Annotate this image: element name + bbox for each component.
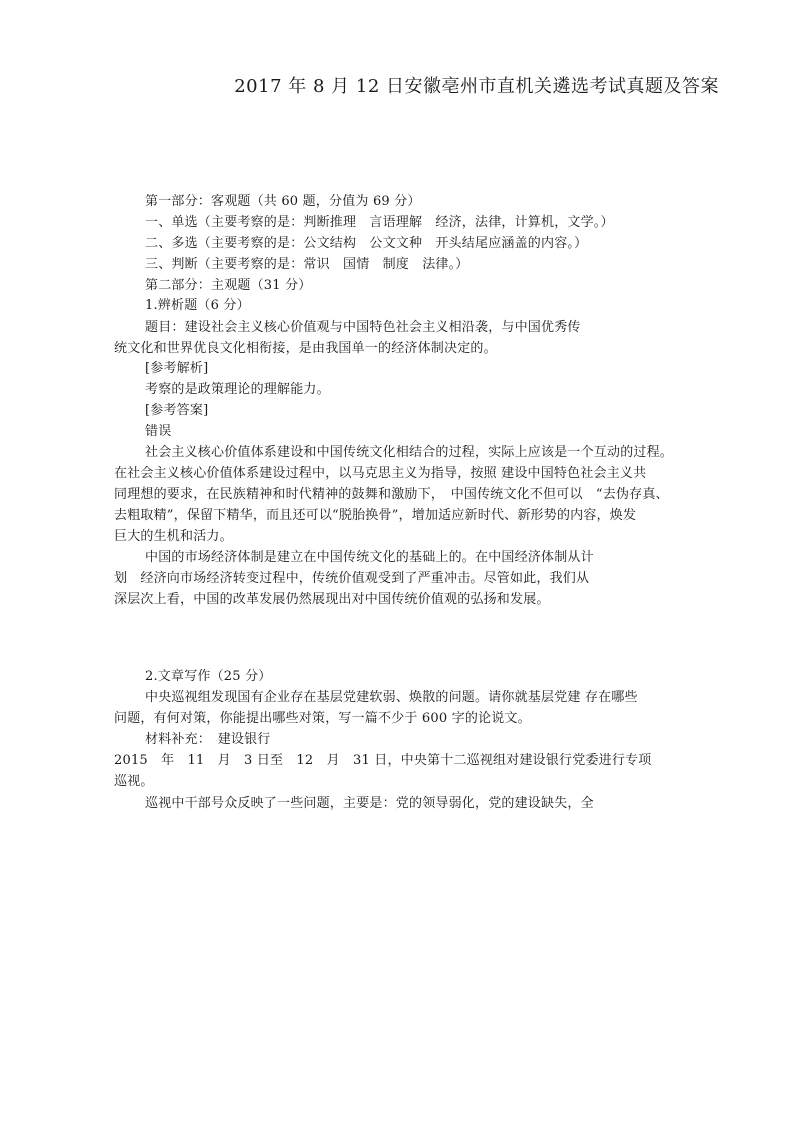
question-2-prompt: 中央巡视组发现国有企业存在基层党建软弱、焕散的问题。请你就基层党建 存在哪些 <box>145 690 638 705</box>
answer-paragraph-1: 社会主义核心价值体系建设和中国传统文化相结合的过程，实际上应该是一个互动的过程。 <box>145 445 674 460</box>
answer-verdict: 错误 <box>145 424 172 439</box>
question-1-prompt: 题目：建设社会主义核心价值观与中国特色社会主义相沿袭，与中国优秀传 <box>145 320 581 335</box>
answer-paragraph-2: 深层次上看，中国的改革发展仍然展现出对中国传统价值观的弘扬和发展。 <box>114 592 550 607</box>
document-title: 2017 年 8 月 12 日安徽亳州市直机关遴选考试真题及答案 <box>234 76 719 97</box>
part-one-heading: 第一部分：客观题（共 60 题，分值为 69 分） <box>145 194 421 209</box>
question-2-prompt: 问题，有何对策，你能提出哪些对策，写一篇不少于 600 字的论说文。 <box>114 711 531 726</box>
reference-analysis-label: [参考解析] <box>145 361 209 376</box>
multiple-choice-line: 二、多选（主要考察的是：公文结构 公文文种 开头结尾应涵盖的内容。） <box>145 236 588 251</box>
answer-paragraph-1: 巨大的生机和活力。 <box>114 529 233 544</box>
answer-paragraph-2: 中国的市场经济体制是建立在中国传统文化的基础上的。在中国经济体制从计 <box>145 550 594 565</box>
material-text: 2015 年 11 月 3 日至 12 月 31 日，中央第十二巡视组对建设银行党委进行专项 <box>114 753 652 768</box>
answer-paragraph-2: 划 经济向市场经济转变过程中，传统价值观受到了严重冲击。尽管如此，我们从 <box>114 571 590 586</box>
question-1-prompt-cont: 统文化和世界优良文化相衔接，是由我国单一的经济体制决定的。 <box>114 341 497 356</box>
material-text: 巡视中干部号众反映了一些问题，主要是：党的领导弱化，党的建设缺失，全 <box>145 796 594 811</box>
question-2-heading: 2.文章写作（25 分） <box>145 669 272 684</box>
question-1-heading: 1.辨析题（6 分） <box>145 298 250 313</box>
answer-paragraph-1: 在社会主义核心价值体系建设过程中，以马克思主义为指导，按照 建设中国特色社会主义共 <box>114 466 647 481</box>
material-label: 材料补充： 建设银行 <box>145 732 271 747</box>
judgment-line: 三、判断（主要考察的是：常识 国情 制度 法律。） <box>145 257 469 272</box>
reference-answer-label: [参考答案] <box>145 403 209 418</box>
material-text: 巡视。 <box>114 774 154 789</box>
answer-paragraph-1: 同理想的要求，在民族精神和时代精神的鼓舞和激励下， 中国传统文化不但可以 “去伪存真、 <box>114 487 669 502</box>
part-two-heading: 第二部分：主观题（31 分） <box>145 278 312 293</box>
single-choice-line: 一、单选（主要考察的是：判断推理 言语理解 经济，法律，计算机，文学。） <box>145 215 614 230</box>
answer-paragraph-1: 去粗取精”，保留下精华，而且还可以“脱胎换骨”，增加适应新时代、新形势的内容，焕发 <box>114 508 637 523</box>
reference-analysis-text: 考察的是政策理论的理解能力。 <box>145 382 330 397</box>
